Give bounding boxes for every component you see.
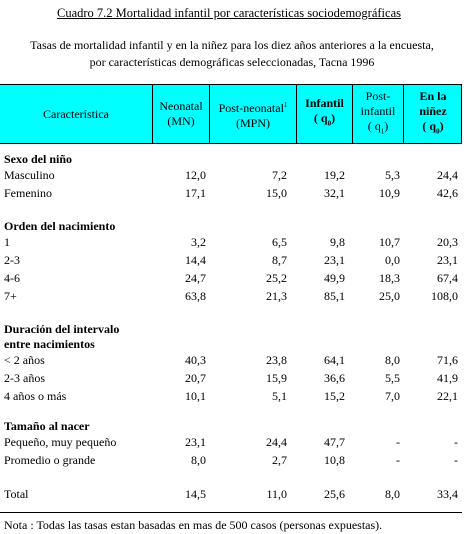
table-row	[0, 184, 464, 202]
header-ninez-label2: niñez	[419, 103, 447, 118]
table-row	[0, 269, 464, 287]
table-header	[0, 84, 462, 144]
table-cell: -	[454, 453, 458, 467]
table-cell: -	[396, 453, 400, 467]
row-label: 4 años o más	[4, 389, 67, 403]
table-cell: 42,6	[437, 186, 458, 200]
table-row	[0, 233, 464, 251]
section-heading	[4, 419, 90, 434]
row-label: 4-6	[4, 271, 20, 285]
header-ninez-q: ( q	[422, 118, 437, 133]
table-cell: 7,0	[385, 389, 400, 403]
table-cell: 25,6	[324, 487, 345, 501]
table-cell: 6,5	[272, 235, 287, 249]
table-row	[0, 351, 464, 369]
header-divider	[152, 84, 153, 144]
table-cell: 8,0	[385, 487, 400, 501]
table-cell: 24,4	[437, 168, 458, 182]
table-cell: 23,8	[266, 353, 287, 367]
header-neonatal-abbr: (MN)	[167, 114, 195, 128]
section-heading-text: Orden del nacimiento	[4, 219, 116, 233]
table-cell: 67,4	[437, 271, 458, 285]
header-ninez	[404, 85, 462, 143]
section-heading-text: Duración del intervalo	[4, 322, 120, 336]
table-cell: 15,0	[266, 186, 287, 200]
table-cell: 8,0	[385, 353, 400, 367]
header-infantil	[297, 85, 352, 143]
header-postinfantil-q: ( q	[367, 118, 381, 133]
table-cell: 23,1	[185, 435, 206, 449]
section-heading	[4, 152, 72, 167]
header-infantil-symbol	[297, 111, 352, 131]
table-cell: 9,8	[330, 235, 345, 249]
section-heading-text: Tamaño al nacer	[4, 419, 90, 433]
table-cell: 17,1	[185, 186, 206, 200]
row-label: Total	[4, 487, 29, 501]
header-postneonatal-footnote-mark: 1	[283, 100, 288, 109]
subtitle-line-2: por características demográficas seleccionadas, Tacna 1996	[89, 55, 375, 69]
section-heading	[4, 219, 115, 234]
table-cell: 5,5	[385, 371, 400, 385]
table-cell: 14,5	[185, 487, 206, 501]
table-cell: 15,2	[324, 389, 345, 403]
header-postinfantil-symbol	[353, 119, 403, 139]
table-cell: 25,2	[266, 271, 287, 285]
table-row	[0, 166, 464, 184]
table-cell: 12,0	[185, 168, 206, 182]
table-cell: 0,0	[385, 253, 400, 267]
table-cell: 36,6	[324, 371, 345, 385]
header-ninez-label1: En la	[419, 88, 447, 103]
table-cell: 33,4	[437, 487, 458, 501]
table-row	[0, 433, 464, 451]
section-heading-text: Sexo del niño	[4, 152, 73, 166]
header-divider	[209, 84, 210, 144]
row-label: 1	[4, 235, 10, 249]
table-title: Cuadro 7.2 Mortalidad infantil por características sociodemográficas	[57, 6, 401, 20]
header-caracteristica-label: Característica	[43, 106, 109, 121]
header-divider	[352, 84, 353, 144]
table-cell: 5,1	[272, 389, 287, 403]
table-cell: 19,2	[324, 168, 345, 182]
table-row	[0, 387, 464, 405]
header-ninez-close: )	[439, 118, 444, 133]
row-label: Femenino	[4, 186, 52, 200]
header-postinfantil-label1: Post-	[365, 88, 391, 103]
table-cell: 7,2	[272, 168, 287, 182]
header-divider	[403, 84, 404, 144]
table-row	[0, 451, 464, 469]
table-row	[0, 251, 464, 269]
table-cell: 25,0	[379, 289, 400, 303]
subtitle-line-1: Tasas de mortalidad infantil y en la niñez para los diez años anteriores a la encuesta,	[30, 38, 434, 52]
table-cell: 5,3	[385, 168, 400, 182]
bottom-rule	[0, 512, 462, 513]
header-postinfantil-close: )	[384, 118, 389, 133]
header-neonatal	[153, 85, 209, 143]
table-cell: -	[454, 435, 458, 449]
header-postneonatal	[210, 85, 296, 143]
header-neonatal-label: Neonatal	[159, 99, 203, 113]
table-cell: 10,7	[379, 235, 400, 249]
header-ninez-symbol	[404, 119, 462, 139]
table-cell: 40,3	[185, 353, 206, 367]
table-cell: 23,1	[437, 253, 458, 267]
table-cell: 3,2	[191, 235, 206, 249]
table-cell: 85,1	[324, 289, 345, 303]
table-cell: 18,3	[379, 271, 400, 285]
table-cell: 32,1	[324, 186, 345, 200]
table-row	[0, 485, 464, 503]
row-label: 2-3 años	[4, 371, 45, 385]
header-infantil-q: ( q	[313, 111, 328, 126]
table-cell: 63,8	[185, 289, 206, 303]
section-heading-text-2: entre nacimientos	[4, 337, 95, 351]
table-row	[0, 369, 464, 387]
header-postinfantil-q-sub: 1	[380, 127, 385, 136]
header-ninez-q-sub: 0	[436, 127, 440, 136]
table-cell: 20,3	[437, 235, 458, 249]
row-label: Pequeño, muy pequeño	[4, 435, 117, 449]
row-label: 7+	[4, 289, 17, 303]
table-cell: 21,3	[266, 289, 287, 303]
table-cell: 71,6	[437, 353, 458, 367]
header-caracteristica	[0, 85, 152, 143]
table-cell: 24,7	[185, 271, 206, 285]
table-cell: 108,0	[431, 289, 458, 303]
table-row	[0, 287, 464, 305]
header-divider	[461, 84, 462, 144]
table-cell: -	[396, 435, 400, 449]
section-heading	[4, 322, 119, 352]
table-cell: 49,9	[324, 271, 345, 285]
header-postneonatal-abbr: (MPN)	[235, 115, 270, 130]
header-postneonatal-label	[210, 98, 296, 116]
table-cell: 23,1	[324, 253, 345, 267]
table-cell: 8,7	[272, 253, 287, 267]
row-label: < 2 años	[4, 353, 45, 367]
header-infantil-close: )	[331, 111, 336, 126]
table-cell: 64,1	[324, 353, 345, 367]
table-cell: 14,4	[185, 253, 206, 267]
row-label: Masculino	[4, 168, 55, 182]
header-postinfantil-label2: infantil	[360, 103, 396, 118]
header-divider	[296, 84, 297, 144]
table-cell: 15,9	[266, 371, 287, 385]
table-cell: 47,7	[324, 435, 345, 449]
row-label: Promedio o grande	[4, 453, 96, 467]
table-cell: 10,9	[379, 186, 400, 200]
table-cell: 20,7	[185, 371, 206, 385]
table-cell: 10,1	[185, 389, 206, 403]
table-cell: 10,8	[324, 453, 345, 467]
table-cell: 2,7	[272, 453, 287, 467]
header-infantil-label: Infantil	[305, 96, 344, 111]
row-label: 2-3	[4, 253, 20, 267]
header-postinfantil	[353, 85, 403, 143]
header-postneonatal-text: Post-neonatal	[218, 100, 284, 115]
table-cell: 24,4	[266, 435, 287, 449]
table-cell: 22,1	[437, 389, 458, 403]
header-infantil-q-sub: 0	[327, 119, 332, 128]
table-cell: 8,0	[191, 453, 206, 467]
footnote: Nota : Todas las tasas estan basadas en mas de 500 casos (personas expuestas).	[4, 518, 383, 532]
table-cell: 41,9	[437, 371, 458, 385]
table-cell: 11,0	[266, 487, 287, 501]
